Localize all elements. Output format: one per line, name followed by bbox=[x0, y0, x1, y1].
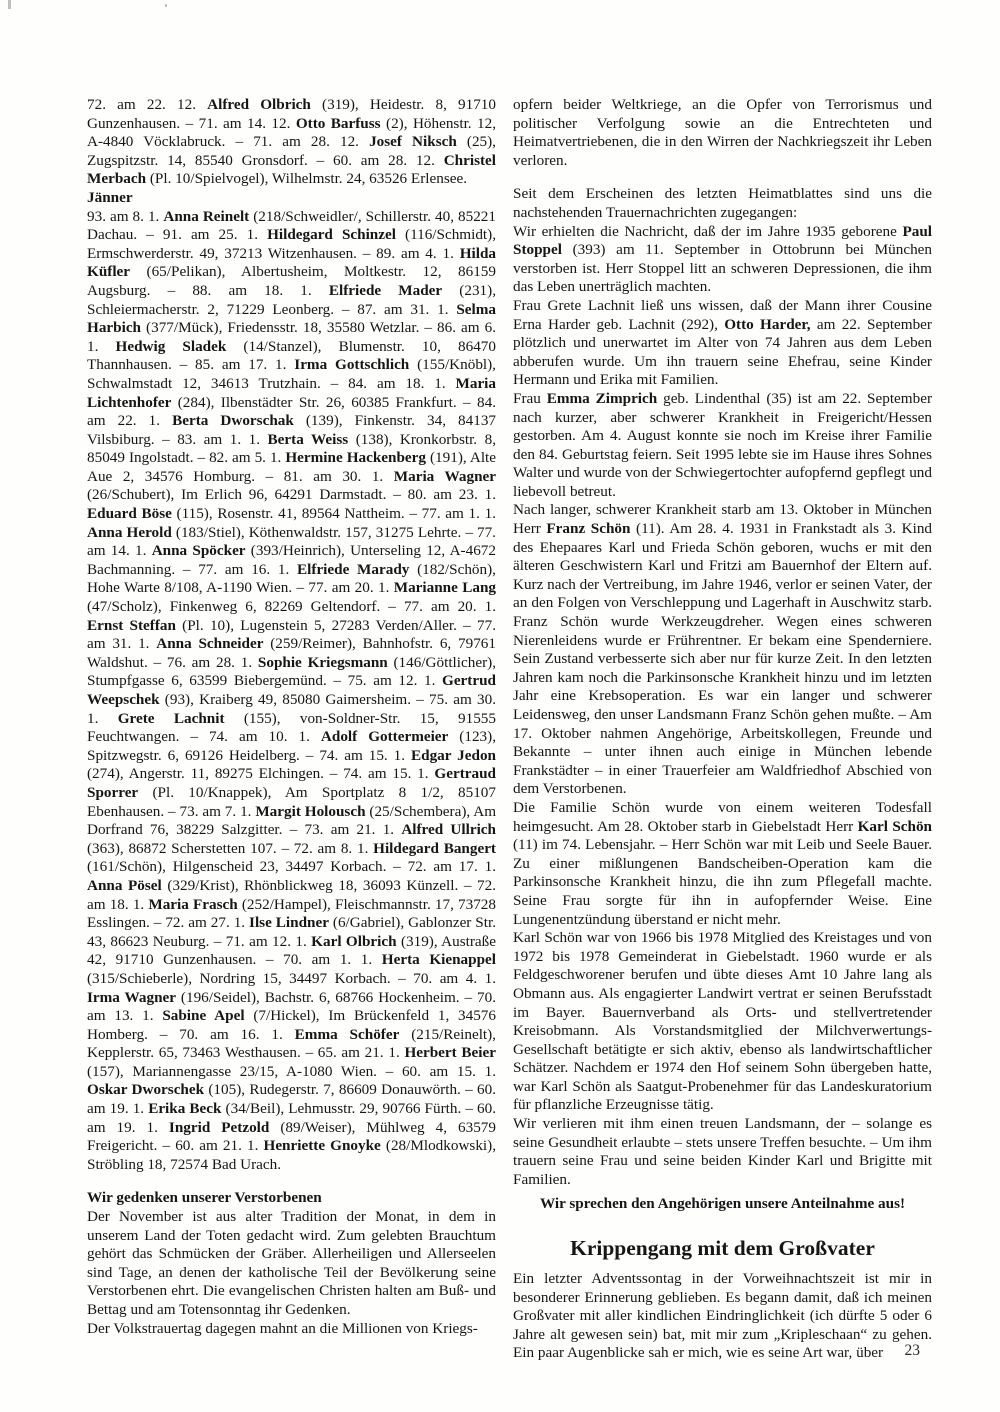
condolence-line: Wir sprechen den Angehörigen unsere Anteilnahme aus! bbox=[539, 1195, 906, 1213]
scan-artifact bbox=[8, 0, 11, 9]
obituary-emma-zimprich: Frau Emma Zimprich geb. Lindenthal (35) ist am 22. September nach kurzer, aber schwerer Krankheit in Freigericht/Hessen gestorben. Am 4. August konnte sie noch im Kreise ihrer Familie den 84. Geburtstag feiern. Seit 1995 lebte sie im Hause ihres Sohnes Walter und wurde von der Schwiegertochter aufopfernd gepflegt und liebevoll betreut. bbox=[513, 389, 932, 500]
memorial-paragraph: Der November ist aus alter Tradition der Monat, in dem in unserem Land der Toten gedacht wird. Zum gelebten Brauchtum gehört das Schmücken der Gräber. Allerheiligen und Allerseelen sind Tage, an denen der katholische Teil der Bevölkerung seine Verstorbenen ehrt. Die evangelischen Christen halten am Buß- und Bettag und am Totensonntag ihr Gedenken. bbox=[87, 1208, 496, 1318]
volkstrauertag-line: Der Volkstrauertag dagegen mahnt an die Millionen von Kriegs- bbox=[87, 1319, 478, 1337]
month-heading-jaenner: Jänner bbox=[87, 188, 133, 206]
page-number: 23 bbox=[904, 1342, 920, 1359]
karl-schoen-biography: Karl Schön war von 1966 bis 1978 Mitglied des Kreistages und von 1972 bis 1978 Gemeinderat in Giebelstadt. 1960 wurde er als Feldgeschworener berufen und übte dieses Amt 10 Jahre lang als Obmann aus. Als engagierter Landwirt vertrat er seinen Berufsstadt im Bayer. Bauernverband als Orts- und stellvertretender Kreisobmann. Als Vorstandsmitglied der Milchverwertungs-Gesellschaft betätigte er sich aktiv, ebenso als landwirtschaftlicher Schätzer. Nachdem er 1974 den Hof seinem Sohn übergeben hatte, war Karl Schön als Saatgut-Probenehmer für das Landeskuratorium für pflanzliche Erzeugnisse tätig. bbox=[513, 929, 932, 1114]
trauernachrichten-intro: Seit dem Erscheinen des letzten Heimatblattes sind uns die nachstehenden Trauernachrichten zugegangen: bbox=[513, 185, 932, 221]
left-column bbox=[87, 96, 496, 1338]
scan-artifact bbox=[165, 4, 167, 7]
article-paragraph: Ein letzter Adventssontag in der Vorweihnachtszeit ist mir in besonderer Erinnerung geblieben. Es begann damit, daß ich meinen Großvater mit aller kindlichen Eindringlichkeit (ich dürfte 5 oder 6 Jahre alt gewesen sein) bat, mit mir zum „Kripleschaan“ zu gehen. Ein paar Augenblicke sah er mich, wie es seine Art war, über bbox=[513, 1270, 932, 1362]
closing-tribute: Wir verlieren mit ihm einen treuen Landsmann, der – solange es seine Gesundheit erlaubte – stets unsere Treffen besuchte. – Um ihm trauern seine Frau und seine beiden Kinder Karl und Brigitte mit Familien. bbox=[513, 1115, 932, 1188]
article-title: Krippengang mit dem Großvater bbox=[570, 1236, 875, 1261]
war-victims-continuation: opfern beider Weltkriege, an die Opfer von Terrorismus und politischer Verfolgung sowie an die Entrechteten und Heimatvertriebenen, die in den Wirren der Nachkriegszeit ihr Leben verloren. bbox=[513, 96, 932, 169]
obituary-otto-harder: Frau Grete Lachnit ließ uns wissen, daß der Mann ihrer Cousine Erna Harder geb. Lachnit (292), Otto Harder, am 22. September plötzlich und unerwartet im Alter von 74 Jahren aus dem Leben abberufen wurde. Um ihn trauern seine Ehefrau, seine Kinder Hermann und Erika mit Familien. bbox=[513, 296, 932, 389]
jaenner-death-notices: 93. am 8. 1. Anna Reinelt (218/Schweidler/, Schillerstr. 40, 85221 Dachau. – 91. am 25. 1. Hildegard Schinzel (116/Schmidt), Ermschwerderstr. 49, 37213 Witzenhausen. – 89. am 4. 1. Hilda Küfler (65/Pelikan), Albertusheim, Moltkestr. 12, 86159 Augsburg. – 88. am 18. 1. Elfriede Mader (231), Schleiermacherstr. 2, 71229 Leonberg. – 87. am 31. 1. Selma Harbich (377/Mück), Friedensstr. 18, 35580 Wetzlar. – 86. am 6. 1. Hedwig Sladek (14/Stanzel), Blumenstr. 10, 86470 Thannhausen. – 85. am 17. 1. Irma Gottschlich (155/Knöbl), Schwalmstadt 12, 34613 Trutzhain. – 84. am 18. 1. Maria Lichtenhofer (284), Ilbenstädter Str. 26, 60385 Frankfurt. – 84. am 22. 1. Berta Dworschak (139), Finkenstr. 34, 84137 Vilsbiburg. – 83. am 1. 1. Berta Weiss (138), Kronkorbstr. 8, 85049 Ingolstadt. – 82. am 5. 1. Hermine Hackenberg (191), Alte Aue 2, 34576 Homburg. – 81. am 30. 1. Maria Wagner (26/Schubert), Im Erlich 96, 64291 Darmstadt. – 80. am 23. 1. Eduard Böse (115), Rosenstr. 41, 89564 Nattheim. – 77. am 1. 1. Anna Herold (183/Stiel), Köthenwaldstr. 157, 31275 Lehrte. – 77. am 14. 1. Anna Spöcker (393/Heinrich), Unterseling 12, A-4672 Bachmanning. – 77. am 16. 1. Elfriede Marady (182/Schön), Hohe Warte 8/108, A-1190 Wien. – 77. am 20. 1. Marianne Lang (47/Scholz), Finkenweg 6, 82269 Geltendorf. – 77. am 20. 1. Ernst Steffan (Pl. 10), Lugenstein 5, 27283 Verden/Aller. – 77. am 31. 1. Anna Schneider (259/Reimer), Bahnhofstr. 6, 79761 Waldshut. – 76. am 28. 1. Sophie Kriegsmann (146/Göttlicher), Stumpfgasse 6, 63599 Biebergemünd. – 75. am 12. 1. Gertrud Weepschek (93), Kraiberg 49, 85080 Gaimersheim. – 75. am 30. 1. Grete Lachnit (155), von-Soldner-Str. 15, 91555 Feuchtwangen. – 74. am 10. 1. Adolf Gottermeier (123), Spitzwegstr. 6, 69126 Heidelberg. – 74. am 15. 1. Edgar Jedon (274), Angerstr. 11, 89275 Elchingen. – 74. am 15. 1. Gertraud Sporrer (Pl. 10/Knappek), Am Sportplatz 8 1/2, 85107 Ebenhausen. – 73. am 7. 1. Margit Holousch (25/Schembera), Am Dorfrand 76, 38229 Salzgitter. – 73. am 21. 1. Alfred Ullrich (363), 86872 Scherstetten 107. – 72. am 8. 1. Hildegard Bangert (161/Schön), Hilgenscheid 23, 34497 Korbach. – 72. am 17. 1. Anna Pösel (329/Krist), Rhönblickweg 18, 36093 Künzell. – 72. am 18. 1. Maria Frasch (252/Hampel), Fleischmannstr. 17, 73728 Esslingen. – 72. am 27. 1. Ilse Lindner (6/Gabriel), Gablonzer Str. 43, 86623 Neuburg. – 71. am 12. 1. Karl Olbrich (319), Austraße 42, 91710 Gunzenhausen. – 70. am 1. 1. Herta Kienappel (315/Schieberle), Nordring 15, 34497 Korbach. – 70. am 4. 1. Irma Wagner (196/Seidel), Bachstr. 6, 68766 Hockenheim. – 70. am 13. 1. Sabine Apel (7/Hickel), Im Brückenfeld 1, 34576 Homberg. – 70. am 16. 1. Emma Schöfer (215/Reinelt), Kepplerstr. 65, 73463 Westhausen. – 65. am 21. 1. Herbert Beier (157), Mariannengasse 23/15, A-1080 Wien. – 60. am 15. 1. Oskar Dworschek (105), Rudegerstr. 7, 86609 Donauwörth. – 60. am 19. 1. Erika Beck (34/Beil), Lehmusstr. 29, 90766 Fürth. – 60. am 19. 1. Ingrid Petzold (89/Weiser), Mühlweg 4, 63579 Freigericht. – 60. am 21. 1. Henriette Gnoyke (28/Mlodkowski), Ströbling 18, 72574 Bad Urach. bbox=[87, 207, 497, 1173]
memorial-heading: Wir gedenken unserer Verstorbenen bbox=[87, 1189, 322, 1207]
right-column bbox=[513, 96, 932, 1363]
december-death-notices: 72. am 22. 12. Alfred Olbrich (319), Heidestr. 8, 91710 Gunzenhausen. – 71. am 14. 12. Otto Barfuss (2), Höhenstr. 12, A-4840 Vöcklabruck. – 71. am 28. 12. Josef Niksch (25), Zugspitzstr. 14, 85540 Gronsdorf. – 60. am 28. 12. Christel Merbach (Pl. 10/Spielvogel), Wilhelmstr. 24, 63526 Erlensee. bbox=[87, 96, 496, 188]
obituary-paul-stoppel: Wir erhielten die Nachricht, daß der im Jahre 1935 geborene Paul Stoppel (393) am 11. September in Ottobrunn bei München verstorben ist. Herr Stoppel litt an schweren Depressionen, die ihm das Leben unerträglich machten. bbox=[513, 222, 932, 296]
obituary-karl-schoen: Die Familie Schön wurde von einem weiteren Todesfall heimgesucht. Am 28. Oktober starb in Giebelstadt Herr Karl Schön (11) im 74. Lebensjahr. – Herr Schön war mit Leib und Seele Bauer. Zu einer mißlungenen Bandscheiben-Operation kam die Parkinsonsche Krankheit hinzu, die ihn zum Pflegefall machte. Seine Frau sorgte für ihn in aufopfernder Weise. Eine Lungenentzündung überstand er nicht mehr. bbox=[513, 798, 932, 928]
obituary-franz-schoen: Nach langer, schwerer Krankheit starb am 13. Oktober in München Herr Franz Schön (11). Am 28. 4. 1931 in Frankstadt als 3. Kind des Ehepaares Karl und Frieda Schön geboren, wuchs er mit den älteren Geschwistern Karl und Fritzi am Bauernhof der Eltern auf. Kurz nach der Vertreibung, im Jahre 1946, verlor er seinen Vater, der an den Folgen von Verschleppung und Lagerhaft in Auschwitz starb. Franz Schön wurde Werkzeugdreher. Wegen eines schweren Nierenleidens wurde er Frührentner. Er bekam eine Spenderniere. Sein Zustand verbesserte sich aber nur für kurze Zeit. In den letzten Jahren kam noch die Parkinsonsche Krankheit hinzu und im letzten Jahr eine Krebsoperation. Es war ein langer und schwerer Leidensweg, den unser Landsmann Franz Schön gehen mußte. – Am 17. Oktober nahmen Angehörige, Arbeitskollegen, Freunde und Bekannte – unter ihnen auch einige in München lebende Frankstädter – in einer Trauerfeier am Waldfriedhof Abschied von dem Verstorbenen. bbox=[513, 501, 933, 798]
